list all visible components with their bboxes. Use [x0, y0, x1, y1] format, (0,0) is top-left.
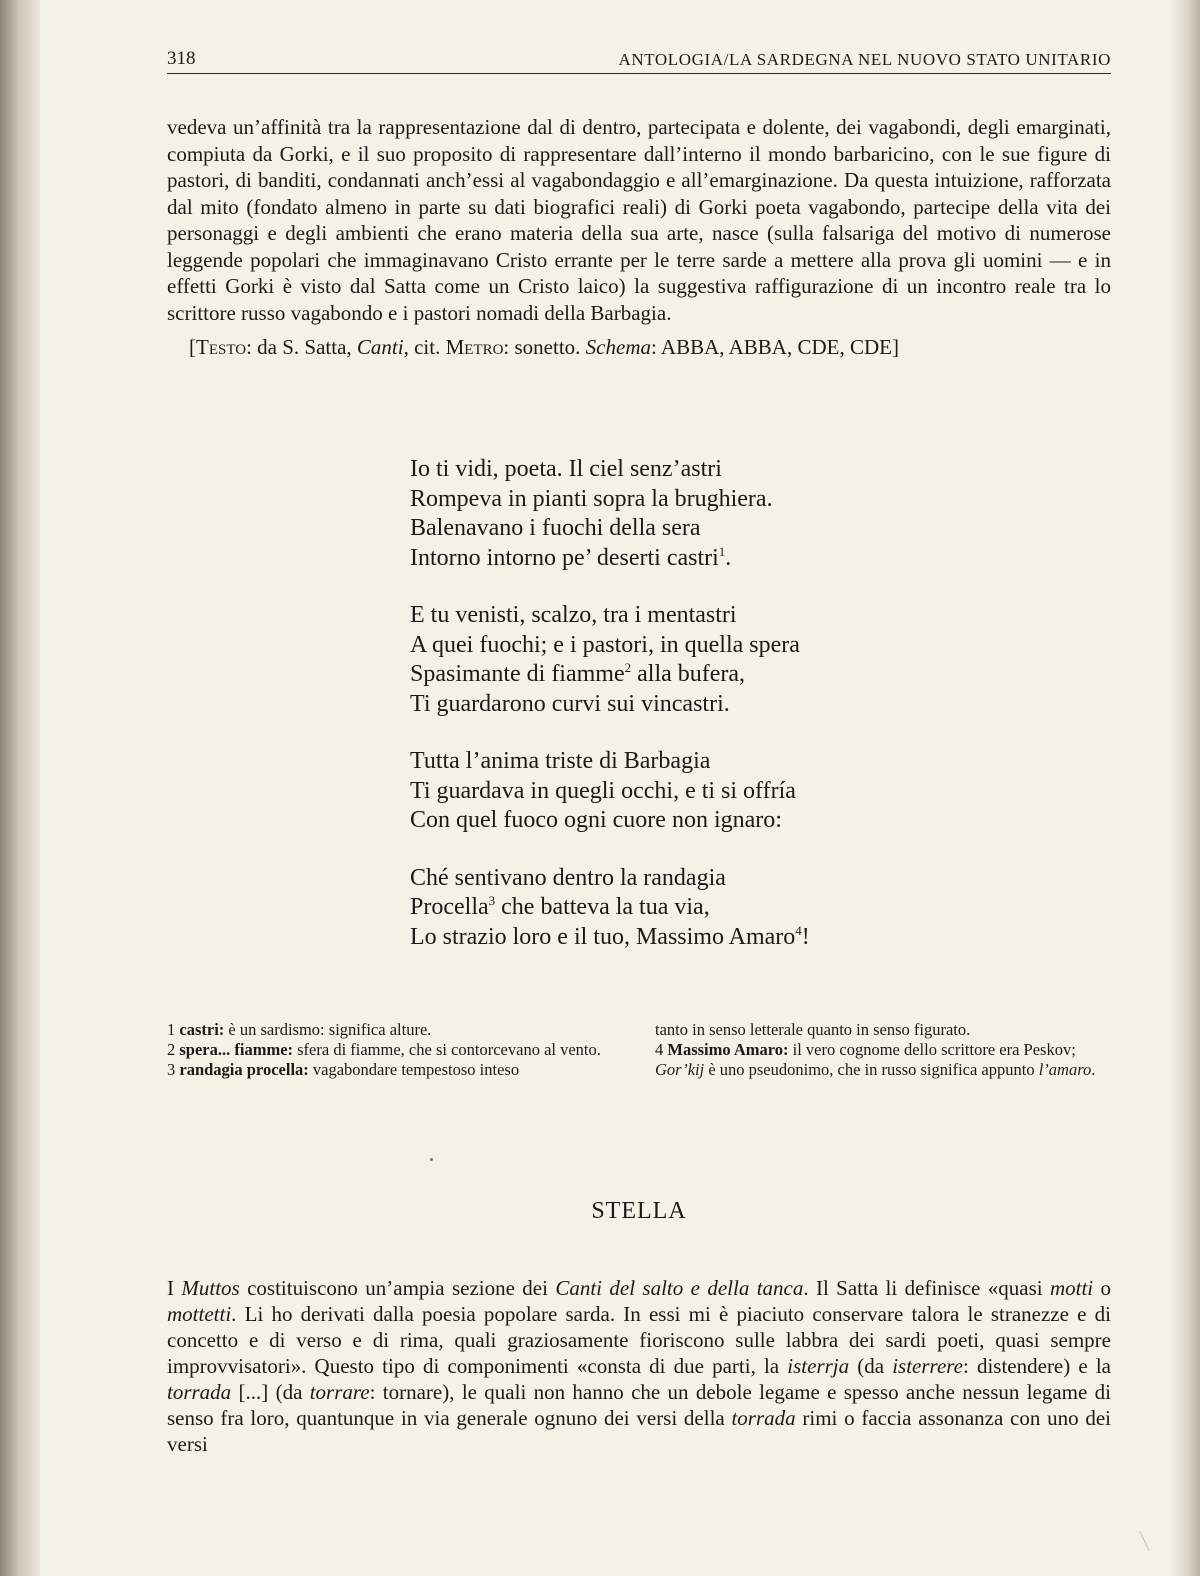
footnote-3-continued: tanto in senso letterale quanto in senso figurato.: [655, 1020, 971, 1039]
footnotes: [167, 1020, 1111, 1080]
poem-line: Lo strazio loro e il tuo, Massimo Amaro$^4$!: [410, 922, 810, 950]
poem-line: Ti guardava in quegli occhi, e ti si offría: [410, 777, 796, 804]
poem-line: A quei fuochi; e i pastori, in quella spera: [410, 631, 800, 658]
footnote-2: 2 spera... fiamme: sfera di fiamme, che si contorcevano al vento.: [167, 1040, 601, 1059]
poem-line: Io ti vidi, poeta. Il ciel senz’astri: [410, 456, 722, 482]
stella-intro-paragraph: I Muttos costituiscono un’ampia sezione dei Canti del salto e della tanca. Il Satta li definisce «quasi motti o mottetti. Li ho derivati dalla poesia popolare sarda. In essi mi è piaciuto conservare talora le stranezze e di concetto e di verso e di rima, quali graziosamente fioriscono sulle labbra dei sardi poeti, quasi sempre improvvisatori». Questo tipo di componimenti «consta di due parti, la isterrja (da isterrere: distendere) e la torrada [...] (da torrare: tornare), le quali non hanno che un debole legame e spesso anche nessun legame di senso fra loro, quantunque in via generale ognuno dei versi della torrada rimi o faccia assonanza con uno dei versi: [167, 1276, 1112, 1456]
poem-line: Ché sentivano dentro la randagia: [410, 864, 726, 891]
section-title: STELLA: [591, 1198, 687, 1224]
poem-line: Rompeva in pianti sopra la brughiera.: [410, 485, 773, 512]
book-page: [167, 38, 1112, 1456]
running-title: ANTOLOGIA/LA SARDEGNA NEL NUOVO STATO UNITARIO: [618, 50, 1111, 69]
footnotes-left-column: [167, 1020, 623, 1080]
metro-label: Metro: [445, 335, 504, 359]
footnote-3: 3 randagia procella: vagabondare tempestoso inteso: [167, 1060, 520, 1079]
schema-label: Schema: [585, 335, 651, 359]
book-gutter-shadow: [0, 0, 40, 1576]
footnote-1: 1 castri: è un sardismo: significa alture.: [167, 1020, 432, 1039]
intro-paragraph: vedeva un’affinità tra la rappresentazione dal di dentro, partecipata e dolente, dei vagabondi, degli emarginati, compiuta da Gorki, e il suo proposito di rappresentare dall’interno il mondo barbaricino, con le sue figure di pastori, di banditi, condannati anch’essi al vagabondaggio e all’emarginazione. Da questa intuizione, rafforzata dal mito (fondato almeno in parte su dati biografici reali) di Gorki poeta vagabondo, partecipe della vita dei personaggi e degli ambienti che erano materia della sua arte, nasce (sulla falsariga del motivo di numerose leggende popolari che immaginavano Cristo errante per le terre sarde a mettere alla prova gli uomini — e in effetti Gorki è visto dal Satta come un Cristo laico) la suggestiva raffigurazione di un incontro reale tra lo scrittore russo vagabondo e i pastori nomadi della Barbagia.: [167, 115, 1111, 325]
poem-stanza-3: [410, 747, 810, 836]
poem-line: Ti guardarono curvi sui vincastri.: [410, 690, 730, 717]
poem-line: Intorno intorno pe’ deserti castri$^1$.: [410, 543, 732, 571]
poem-stanza-1: [410, 455, 810, 573]
poem-line: Tutta l’anima triste di Barbagia: [410, 748, 711, 774]
footnote-ref-4: 4: [795, 922, 802, 938]
poem-stanza-4: [410, 864, 810, 953]
footnotes-right-column: [655, 1020, 1111, 1080]
running-head: [167, 38, 1111, 74]
footnote-ref-2: 2: [624, 660, 632, 675]
page-edge-shadow: [1170, 0, 1200, 1576]
footnote-ref-1: 1: [718, 543, 726, 559]
page-number: 318: [167, 48, 196, 69]
poem: [410, 455, 810, 952]
poem-line: Procella$^3$ che batteva la tua via,: [410, 893, 710, 920]
poem-line: E tu venisti, scalzo, tra i mentastri: [410, 602, 737, 628]
work-title: Canti: [356, 335, 404, 359]
footnote-4: 4 Massimo Amaro: il vero cognome dello scrittore era Peskov; Gor’kij è uno pseudonimo, che in russo significa appunto l’amaro.: [655, 1040, 1096, 1079]
footnote-ref-3: 3: [488, 893, 496, 908]
print-speck: [430, 1158, 433, 1161]
source-line: [Testo: da S. Satta, Canti, cit. Metro: sonetto. Schema: ABBA, ABBA, CDE, CDE]: [189, 335, 899, 359]
poem-line: Spasimante di fiamme$^2$ alla bufera,: [410, 660, 746, 687]
page-mark: [1139, 1531, 1149, 1551]
testo-label: Testo: [196, 335, 247, 359]
poem-stanza-2: [410, 601, 810, 719]
poem-line: Con quel fuoco ogni cuore non ignaro:: [410, 807, 782, 833]
poem-line: Balenavano i fuochi della sera: [410, 515, 701, 541]
